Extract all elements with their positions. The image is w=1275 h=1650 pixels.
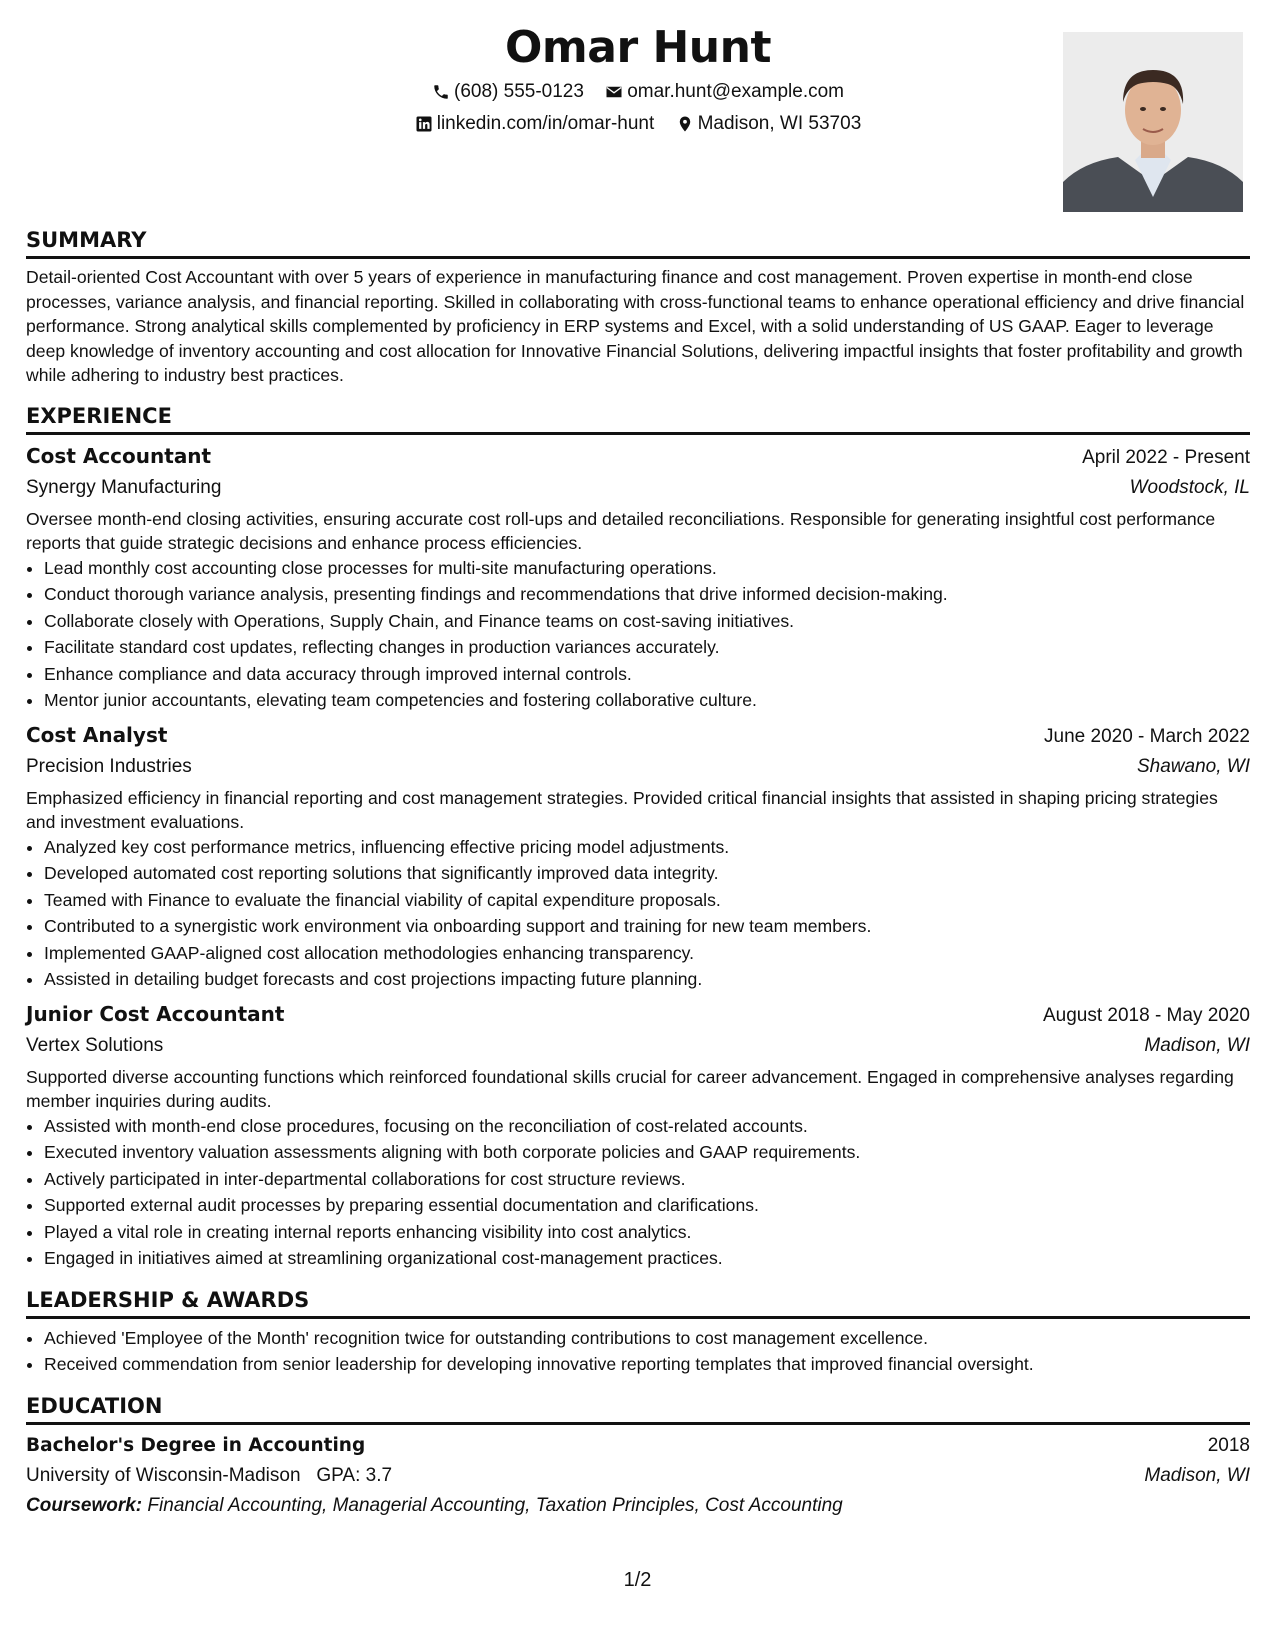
job-bullets — [26, 1113, 1250, 1272]
leadership-heading: LEADERSHIP & AWARDS — [26, 1286, 1250, 1319]
list-item: • Conduct thorough variance analysis, presenting findings and recommendations that drive informed decision-making. — [44, 581, 1250, 608]
school-line — [26, 1461, 392, 1491]
coursework-label: Coursework: — [26, 1494, 143, 1516]
resume-header — [26, 0, 1250, 220]
education-section — [26, 1392, 1250, 1521]
experience-section — [26, 402, 1250, 1272]
job-location: Madison, WI — [1144, 1034, 1250, 1056]
profile-photo — [1063, 32, 1243, 212]
list-item: • Analyzed key cost performance metrics, influencing effective pricing model adjustments. — [44, 834, 1250, 861]
job-bullets — [26, 555, 1250, 714]
summary-section — [26, 226, 1250, 388]
list-item: • Assisted in detailing budget forecasts and cost projections impacting future planning. — [44, 966, 1250, 993]
job-description: Oversee month-end closing activities, ensuring accurate cost roll-ups and detailed reconciliations. Responsible for generating insightful cost performance reports that guide strategic decisions and enhance process efficiencies. — [26, 508, 1216, 553]
school-location: Madison, WI — [1144, 1464, 1250, 1486]
job-description: Emphasized efficiency in financial reporting and cost management strategies. Provided critical financial insights that assisted in shaping pricing strategies and investment evaluations. — [26, 787, 1218, 832]
resume-page — [26, 0, 1250, 1650]
job-dates: April 2022 - Present — [1082, 446, 1250, 468]
job-title: Junior Cost Accountant — [26, 1001, 285, 1026]
email-link[interactable]: omar.hunt@example.com — [627, 81, 844, 102]
list-item: • Enhance compliance and data accuracy through improved internal controls. — [44, 661, 1250, 688]
list-item: • Developed automated cost reporting solutions that significantly improved data integrity. — [44, 860, 1250, 887]
job-company: Vertex Solutions — [26, 1034, 164, 1056]
list-item: • Contributed to a synergistic work environment via onboarding support and training for new team members. — [44, 913, 1250, 940]
list-item: • Facilitate standard cost updates, reflecting changes in production variances accurately. — [44, 634, 1250, 661]
linkedin-icon — [415, 115, 433, 133]
envelope-icon — [605, 83, 623, 101]
phone-icon — [432, 83, 450, 101]
coursework-list: Financial Accounting, Managerial Accounting, Taxation Principles, Cost Accounting — [147, 1494, 843, 1516]
summary-text: Detail-oriented Cost Accountant with over 5 years of experience in manufacturing finance and cost management. Proven expertise in month-end close processes, variance analysis, and financial reporting. Skilled in collaborating with cross-functional teams to enhance operational efficiency and drive financial performance. Strong analytical skills complemented by proficiency in ERP systems and Excel, with a solid understanding of US GAAP. Eager to leverage deep knowledge of inventory accounting and cost allocation for Innovative Financial Solutions, delivering impactful insights that foster profitability and growth while adhering to industry best practices. — [26, 267, 1245, 385]
school-name: University of Wisconsin-Madison — [26, 1464, 301, 1486]
email-item[interactable] — [605, 80, 844, 104]
linkedin-item[interactable] — [415, 112, 655, 136]
map-pin-icon — [676, 115, 694, 133]
job-description: Supported diverse accounting functions which reinforced foundational skills crucial for career advancement. Engaged in comprehensive analyses regarding member inquiries during audits. — [26, 1066, 1234, 1111]
graduation-year: 2018 — [1207, 1434, 1250, 1456]
list-item: • Played a vital role in creating internal reports enhancing visibility into cost analytics. — [44, 1219, 1250, 1246]
job-entry — [26, 441, 1250, 714]
job-company: Synergy Manufacturing — [26, 476, 222, 498]
leadership-section — [26, 1286, 1250, 1378]
gpa: GPA: 3.7 — [316, 1464, 393, 1486]
job-title: Cost Accountant — [26, 443, 212, 468]
list-item: • Supported external audit processes by preparing essential documentation and clarifications. — [44, 1192, 1250, 1219]
summary-heading: SUMMARY — [26, 226, 1250, 259]
location-item — [676, 112, 862, 136]
job-entry — [26, 999, 1250, 1272]
page-number: 1/2 — [623, 1569, 652, 1591]
experience-heading: EXPERIENCE — [26, 402, 1250, 435]
job-bullets — [26, 834, 1250, 993]
phone-text: (608) 555-0123 — [454, 81, 584, 102]
list-item: • Engaged in initiatives aimed at streamlining organizational cost-management practices. — [44, 1245, 1250, 1272]
linkedin-link[interactable]: linkedin.com/in/omar-hunt — [436, 113, 655, 134]
job-title: Cost Analyst — [26, 722, 168, 747]
job-location: Shawano, WI — [1137, 755, 1250, 777]
job-entry — [26, 720, 1250, 993]
candidate-name: Omar Hunt — [505, 22, 771, 73]
job-dates: June 2020 - March 2022 — [1044, 725, 1250, 747]
list-item: • Achieved 'Employee of the Month' recognition twice for outstanding contributions to cost management excellence. — [44, 1325, 1250, 1352]
list-item: • Implemented GAAP-aligned cost allocation methodologies enhancing transparency. — [44, 940, 1250, 967]
degree: Bachelor's Degree in Accounting — [26, 1434, 366, 1456]
job-company: Precision Industries — [26, 755, 192, 777]
job-location: Woodstock, IL — [1129, 476, 1250, 498]
list-item: • Actively participated in inter-departmental collaborations for cost structure reviews. — [44, 1166, 1250, 1193]
list-item: • Mentor junior accountants, elevating team competencies and fostering collaborative culture. — [44, 687, 1250, 714]
list-item: • Executed inventory valuation assessments aligning with both corporate policies and GAAP requirements. — [44, 1139, 1250, 1166]
list-item: • Teamed with Finance to evaluate the financial viability of capital expenditure proposals. — [44, 887, 1250, 914]
list-item: • Collaborate closely with Operations, Supply Chain, and Finance teams on cost-saving initiatives. — [44, 608, 1250, 635]
phone-item — [432, 80, 584, 104]
list-item: • Assisted with month-end close procedures, focusing on the reconciliation of cost-related accounts. — [44, 1113, 1250, 1140]
location-text: Madison, WI 53703 — [697, 113, 862, 134]
education-heading: EDUCATION — [26, 1392, 1250, 1425]
coursework-line — [26, 1491, 1250, 1521]
list-item: • Received commendation from senior leadership for developing innovative reporting templates that improved financial oversight. — [44, 1351, 1250, 1378]
job-dates: August 2018 - May 2020 — [1042, 1004, 1250, 1026]
list-item: • Lead monthly cost accounting close processes for multi-site manufacturing operations. — [44, 555, 1250, 582]
leadership-bullets — [26, 1325, 1250, 1378]
